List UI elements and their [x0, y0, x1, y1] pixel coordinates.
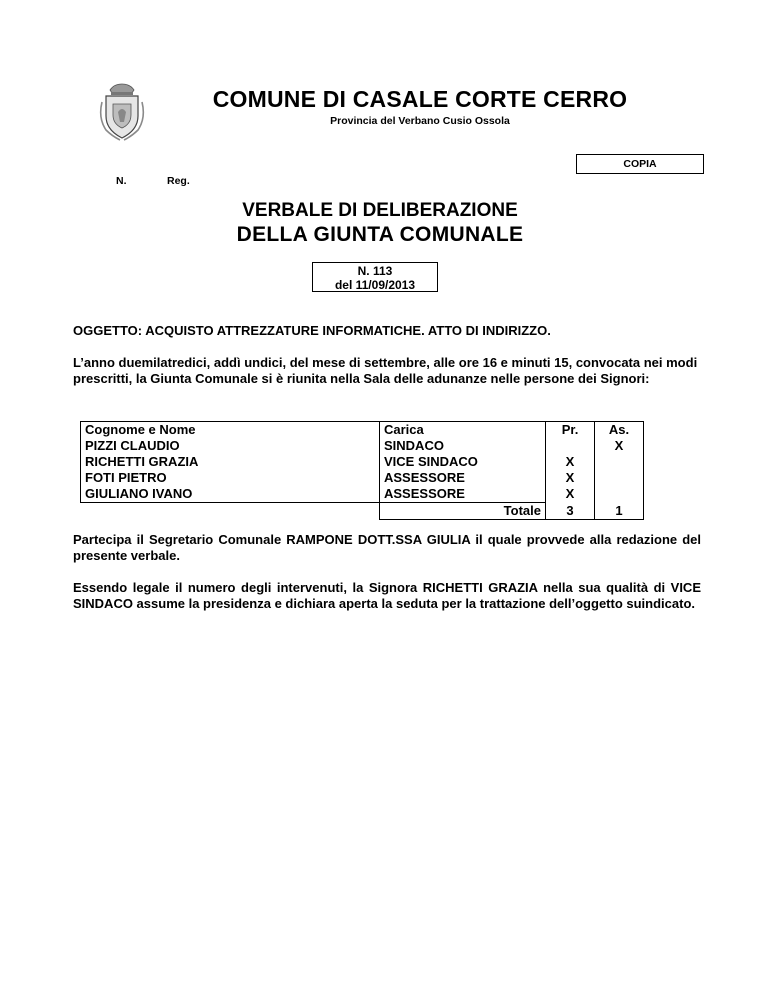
header-absent: As.: [595, 422, 644, 439]
quorum-paragraph: Essendo legale il numero degli intervenuti, la Signora RICHETTI GRAZIA nella sua qualità di VICE SINDACO assume la presidenza e dichiara aperta la seduta per la trattazione dell’oggetto suindicato.: [73, 580, 701, 611]
total-label: Totale: [380, 503, 546, 520]
subject-line: OGGETTO: ACQUISTO ATTREZZATURE INFORMATICHE. ATTO DI INDIRIZZO.: [73, 323, 551, 338]
table-row: [81, 438, 644, 454]
member-name: FOTI PIETRO: [81, 470, 380, 486]
member-name: PIZZI CLAUDIO: [81, 438, 380, 454]
total-present: 3: [546, 503, 595, 520]
member-role: VICE SINDACO: [380, 454, 546, 470]
deliberation-number: N. 113: [357, 264, 393, 278]
number-label: N.: [116, 175, 127, 187]
table-total-row: [81, 503, 644, 520]
total-absent: 1: [595, 503, 644, 520]
document-subtitle: DELLA GIUNTA COMUNALE: [236, 223, 524, 246]
header-name: Cognome e Nome: [81, 422, 380, 439]
member-name: GIULIANO IVANO: [81, 486, 380, 503]
deliberation-number-box: [312, 262, 438, 292]
member-role: ASSESSORE: [380, 486, 546, 503]
member-present: [546, 438, 595, 454]
member-absent: X: [595, 438, 644, 454]
member-absent: [595, 454, 644, 470]
header-present: Pr.: [546, 422, 595, 439]
register-label: Reg.: [167, 175, 190, 187]
member-role: SINDACO: [380, 438, 546, 454]
municipality-name: COMUNE DI CASALE CORTE CERRO: [212, 86, 628, 112]
member-role: ASSESSORE: [380, 470, 546, 486]
table-header-row: [81, 422, 644, 439]
member-present: X: [546, 470, 595, 486]
member-present: X: [546, 486, 595, 503]
attendance-table: [80, 421, 644, 520]
deliberation-date: del 11/09/2013: [334, 278, 416, 292]
intro-paragraph: L’anno duemilatredici, addì undici, del mese di settembre, alle ore 16 e minuti 15, convocata nei modi prescritti, la Giunta Comunale si è riunita nella Sala delle adunanze nelle persone dei Signori:: [73, 355, 698, 386]
member-present: X: [546, 454, 595, 470]
member-absent: [595, 470, 644, 486]
table-row: [81, 486, 644, 503]
coat-of-arms-logo: [96, 82, 148, 142]
secretary-paragraph: Partecipa il Segretario Comunale RAMPONE DOTT.SSA GIULIA il quale provvede alla redazione del presente verbale.: [73, 532, 701, 563]
member-name: RICHETTI GRAZIA: [81, 454, 380, 470]
table-row: [81, 470, 644, 486]
table-row: [81, 454, 644, 470]
province-name: Provincia del Verbano Cusio Ossola: [330, 115, 510, 127]
member-absent: [595, 486, 644, 503]
header-role: Carica: [380, 422, 546, 439]
document-title: VERBALE DI DELIBERAZIONE: [242, 200, 518, 221]
copy-stamp: COPIA: [576, 154, 704, 174]
total-spacer: [81, 503, 380, 520]
